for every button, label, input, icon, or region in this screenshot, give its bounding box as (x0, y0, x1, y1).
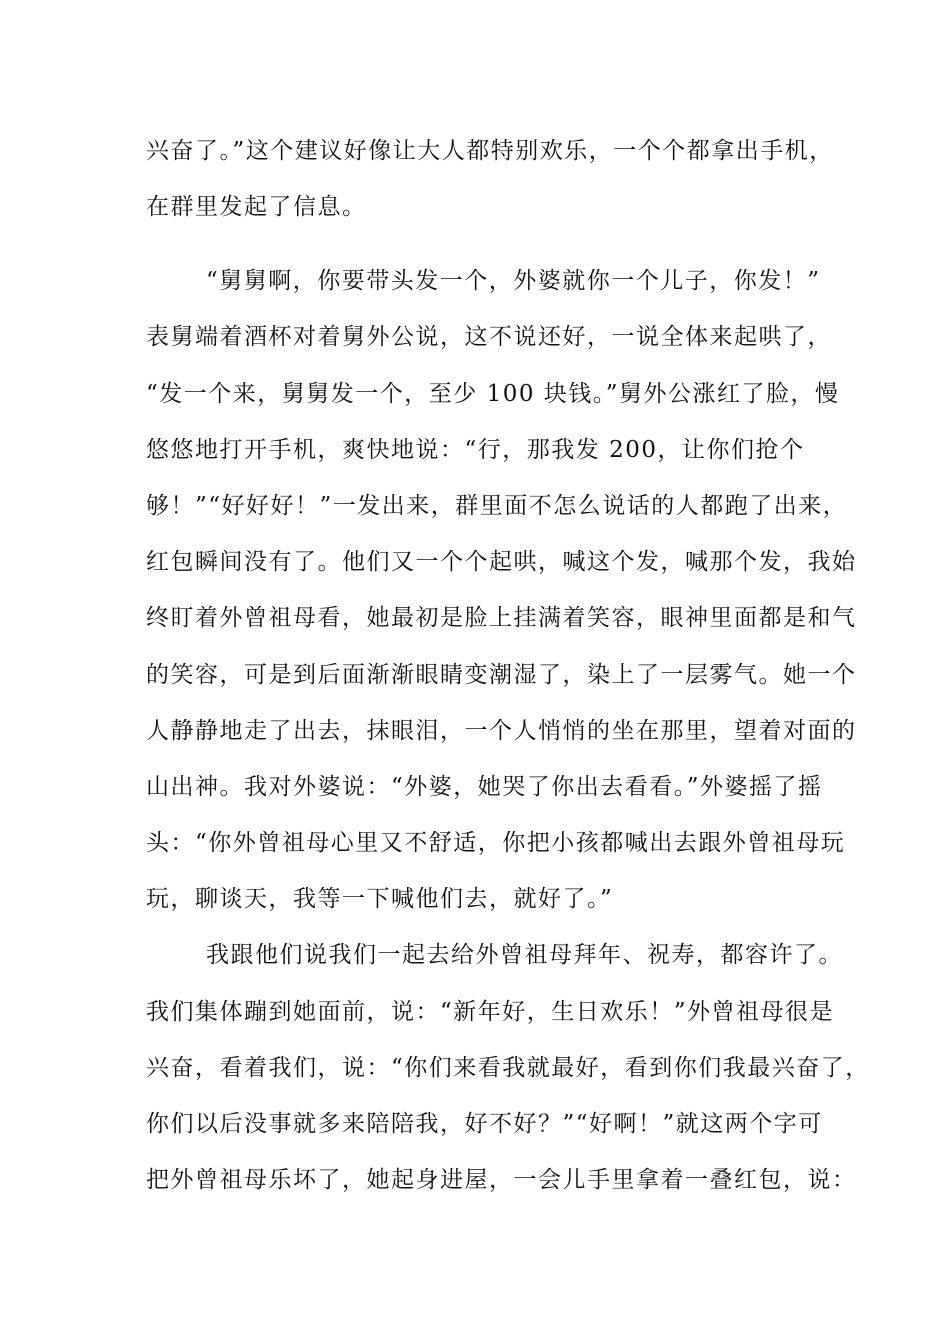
text-line: 玩，聊谈天，我等一下喊他们去，就好了。” (146, 886, 614, 912)
text-line: 红包瞬间没有了。他们又一个个起哄，喊这个发，喊那个发，我始 (146, 549, 857, 575)
text-line: 人静静地走了出去，抹眼泪，一个人悄悄的坐在那里，望着对面的 (146, 718, 857, 744)
text-line: 你们以后没事就多来陪陪我，好不好？”“好啊！”就这两个字可 (146, 1111, 823, 1137)
text-line: 我们集体蹦到她面前，说：“新年好，生日欢乐！”外曾祖母很是 (146, 999, 835, 1025)
text-line: 的笑容，可是到后面渐渐眼睛变潮湿了，染上了一层雾气。她一个 (146, 662, 857, 688)
text-line: 兴奋，看着我们，说：“你们来看我就最好，看到你们我最兴奋了， (146, 1055, 870, 1081)
text-line: 在群里发起了信息。 (146, 194, 367, 220)
text-line: 够！”“好好好！”一发出来，群里面不怎么说话的人都跑了出来， (146, 493, 848, 519)
text-line: 兴奋了。”这个建议好像让大人都特别欢乐，一个个都拿出手机， (146, 138, 834, 164)
text-line: 悠悠地打开手机，爽快地说：“行，那我发 200，让你们抢个 (146, 437, 805, 463)
paragraph-start-line: 我跟他们说我们一起去给外曾祖母拜年、祝寿，都容许了。 (206, 942, 843, 968)
text-line: “发一个来，舅舅发一个，至少 100 块钱。”舅外公涨红了脸，慢 (146, 381, 840, 407)
text-line: 把外曾祖母乐坏了，她起身进屋，一会儿手里拿着一叠红包，说： (146, 1167, 857, 1193)
paragraph-start-line: “舅舅啊，你要带头发一个，外婆就你一个儿子，你发！” (206, 268, 821, 294)
text-line: 头：“你外曾祖母心里又不舒适，你把小孩都喊出去跟外曾祖母玩 (146, 830, 846, 856)
text-line: 山出神。我对外婆说：“外婆，她哭了你出去看看。”外婆摇了摇 (146, 774, 823, 800)
text-line: 表舅端着酒杯对着舅外公说，这不说还好，一说全体来起哄了， (146, 324, 832, 350)
text-line: 终盯着外曾祖母看，她最初是脸上挂满着笑容，眼神里面都是和气 (146, 605, 857, 631)
